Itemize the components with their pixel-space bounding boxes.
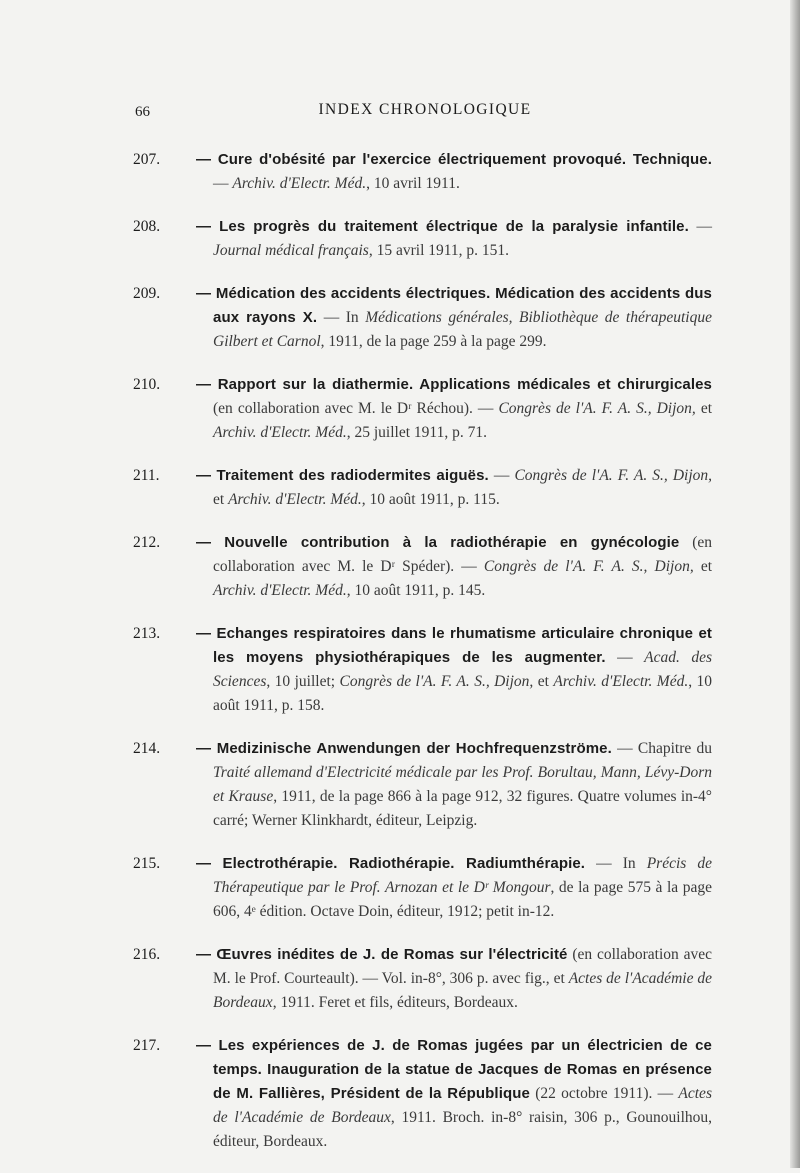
entry-detail: , 10 août 1911, p. 145.: [346, 582, 486, 599]
entry-number: 210.: [133, 376, 161, 393]
bibliography-entry: [133, 148, 712, 196]
entry-text: [191, 852, 712, 924]
source-italic: Archiv. d'Electr. Méd.: [232, 175, 367, 192]
entry-title: — Cure d'obésité par l'exercice électriquement provoqué. Technique.: [196, 151, 712, 168]
entry-detail: , 25 juillet 1911, p. 71.: [346, 424, 487, 441]
entry-title: — Traitement des radiodermites aiguës.: [196, 467, 489, 484]
entry-detail: , 10 août 1911, p. 115.: [361, 491, 500, 508]
source-italic: Actes de l'Académie de Bordeaux: [213, 1085, 712, 1126]
entry-detail: , 1911. Broch. in-8° raisin, 306 p., Gounouilhou, éditeur, Bordeaux.: [213, 1109, 712, 1150]
entry-text: [191, 737, 712, 833]
entry-detail: , 1911, de la page 259 à la page 299.: [320, 333, 547, 350]
bibliography-entry: [133, 282, 712, 354]
entry-detail: , de la page 575 à la page 606, 4ᵉ édition. Octave Doin, éditeur, 1912; petit in-12.: [213, 879, 712, 920]
entry-title: — Médication des accidents électriques. Médication des accidents dus aux rayons X.: [196, 285, 712, 326]
entry-text: [191, 148, 712, 196]
entry-text: [191, 464, 712, 512]
source-italic: Actes de l'Académie de Bordeaux: [213, 970, 712, 1011]
entry-number: 216.: [133, 946, 161, 963]
entry-detail: , 10 juillet;: [266, 673, 340, 690]
entry-detail: , 1911, de la page 866 à la page 912, 32 figures. Quatre volumes in-4° carré; Werner Klinkhardt, éditeur, Leipzig.: [213, 788, 713, 829]
entry-text: [191, 531, 712, 603]
bibliography-entry: [133, 943, 712, 1015]
entry-title: — Echanges respiratoires dans le rhumatisme articulaire chronique et les moyens physiothérapiques de les augmenter.: [196, 625, 712, 666]
entry-title: — Œuvres inédites de J. de Romas sur l'électricité: [196, 946, 568, 963]
running-title: INDEX CHRONOLOGIQUE: [318, 101, 532, 118]
entry-detail: et: [693, 558, 713, 575]
source-italic: Journal médical français: [213, 242, 369, 259]
entry-detail: —: [213, 175, 233, 192]
entry-title: — Rapport sur la diathermie. Applications médicales et chirurgicales: [196, 376, 712, 393]
entry-list: [133, 148, 712, 1173]
bibliography-entry: [133, 464, 712, 512]
entry-detail: et: [695, 400, 713, 417]
entry-detail: —: [688, 218, 712, 235]
source-italic: Archiv. d'Electr. Méd.: [553, 673, 689, 690]
bibliography-entry: [133, 215, 712, 263]
entry-number: 207.: [133, 151, 161, 168]
entry-title: — Les expériences de J. de Romas jugées par un électricien de ce temps. Inauguration de la statue de Jacques de Romas en présence de M. Fallières, Président de la République: [196, 1037, 712, 1102]
entry-detail: , 10 avril 1911.: [366, 175, 460, 192]
entry-text: [191, 622, 712, 718]
entry-number: 214.: [133, 740, 161, 757]
bibliography-entry: [133, 531, 712, 603]
entry-text: [191, 215, 712, 263]
source-italic: Précis de Thérapeutique par le Prof. Arnozan et le Dʳ Mongour: [213, 855, 712, 896]
bibliography-entry: [133, 1034, 712, 1154]
entry-detail: — In: [317, 309, 366, 326]
entry-detail: (en collaboration avec M. le Dʳ Réchou). —: [213, 400, 499, 417]
source-italic: Archiv. d'Electr. Méd.: [213, 424, 347, 441]
entry-detail: , 10 août 1911, p. 158.: [213, 673, 713, 714]
entry-detail: (en collaboration avec M. le Prof. Courteault). — Vol. in-8°, 306 p. avec fig., et: [213, 946, 712, 987]
entry-number: 209.: [133, 285, 161, 302]
entry-detail: — In: [585, 855, 647, 872]
source-italic: Congrès de l'A. F. A. S., Dijon,: [339, 673, 534, 690]
entry-detail: —: [605, 649, 645, 666]
entry-number: 213.: [133, 625, 161, 642]
entry-detail: , 1911. Feret et fils, éditeurs, Bordeaux.: [272, 994, 518, 1011]
entry-detail: et: [213, 491, 229, 508]
entry-title: — Nouvelle contribution à la radiothérapie en gynécologie: [196, 534, 680, 551]
source-italic: Congrès de l'A. F. A. S., Dijon,: [498, 400, 696, 417]
entry-number: 208.: [133, 218, 161, 235]
entry-detail: — Chapitre du: [611, 740, 713, 757]
entry-number: 212.: [133, 534, 161, 551]
source-italic: Congrès de l'A. F. A. S., Dijon,: [514, 467, 713, 484]
entry-detail: (22 octobre 1911). —: [529, 1085, 679, 1102]
entry-title: — Les progrès du traitement électrique de la paralysie infantile.: [196, 218, 689, 235]
entry-detail: , 15 avril 1911, p. 151.: [368, 242, 510, 259]
page-edge: [790, 0, 800, 1168]
bibliography-entry: [133, 373, 712, 445]
entry-detail: —: [488, 467, 515, 484]
source-italic: Traité allemand d'Electricité médicale par les Prof. Borultau, Mann, Lévy-Dorn et Krause: [213, 764, 712, 805]
entry-title: — Electrothérapie. Radiothérapie. Radiumthérapie.: [196, 855, 586, 872]
source-italic: Archiv. d'Electr. Méd.: [213, 582, 347, 599]
entry-number: 215.: [133, 855, 161, 872]
entry-number: 211.: [133, 467, 160, 484]
entry-text: [191, 1034, 712, 1154]
entry-detail: (en collaboration avec M. le Dʳ Spéder). —: [213, 534, 712, 575]
page-number: 66: [135, 104, 150, 120]
bibliography-entry: [133, 737, 712, 833]
entry-text: [191, 373, 712, 445]
entry-detail: et: [533, 673, 554, 690]
source-italic: Médications générales, Bibliothèque de thérapeutique Gilbert et Carnol: [213, 309, 712, 350]
entry-text: [191, 943, 712, 1015]
entry-text: [191, 282, 712, 354]
source-italic: Acad. des Sciences: [213, 649, 712, 690]
source-italic: Archiv. d'Electr. Méd.: [228, 491, 362, 508]
bibliography-entry: [133, 852, 712, 924]
source-italic: Congrès de l'A. F. A. S., Dijon,: [483, 558, 694, 575]
entry-number: 217.: [133, 1037, 161, 1054]
entry-title: — Medizinische Anwendungen der Hochfrequenzströme.: [196, 740, 612, 757]
bibliography-entry: [133, 622, 712, 718]
page-header: [135, 100, 715, 124]
